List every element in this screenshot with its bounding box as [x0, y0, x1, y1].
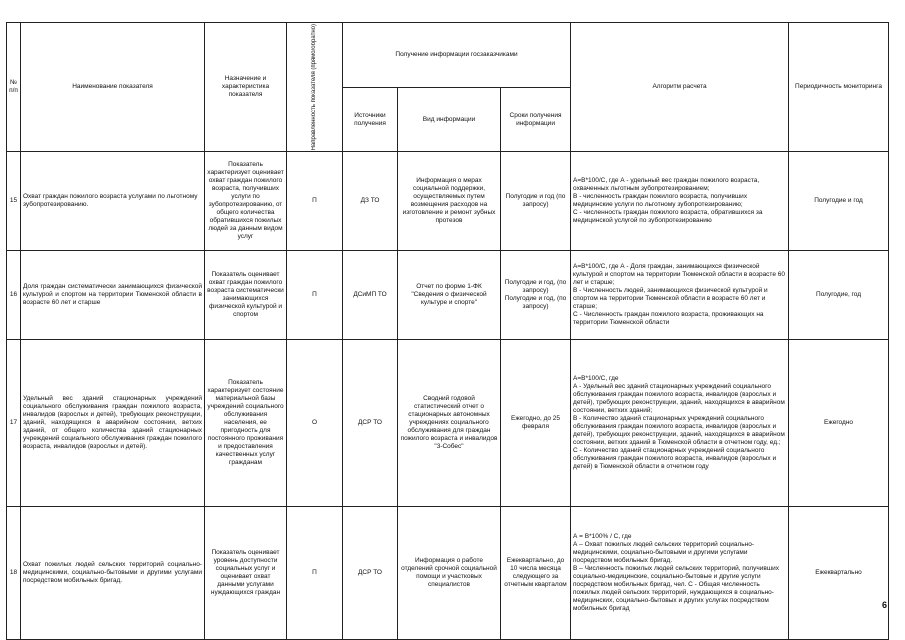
header-name: Наименование показателя: [21, 23, 205, 152]
row-purpose: Показатель оценивает охват граждан пожилого возраста систематически занимающихся физической культурой и спортом: [205, 251, 287, 340]
row-info-type: Информация о работе отделений срочной социальной помощи и участковых специалистов: [398, 507, 501, 640]
row-algorithm: А=В*100/С, где А - Удельный вес зданий стационарных учреждений социального обслуживания граждан пожилого возраста, инвалидов (взрослых и детей), требующих реконструкции, зданий, находящихся в аварийном состоянии, ветхих зданий; В - Количество зданий стационарных учреждений социального обслуживания граждан пожилого возраста, инвалидов (взрослых и детей), требующих реконструкции, зданий, находящихся в аварийном состоянии, ветхих зданий в Тюменской области в отчетном году, ед.; С - Количество зданий стационарных учреждений социального обслуживания граждан пожилого возраста, инвалидов (взрослых и детей) в Тюменской области в отчетном году: [571, 340, 789, 507]
header-sources: Источники получения: [343, 87, 398, 152]
row-info-type: Сводний годовой статистический отчет о стационарных автономных учреждениях социального обслуживания для граждан пожилого возраста и инвалидов "3-Собес": [398, 340, 501, 507]
row-direction: О: [287, 340, 343, 507]
table-row: [7, 251, 889, 340]
row-purpose: Показатель характеризует состояние материальной базы учреждений социального обслуживания населения, ее пригодность для постоянного проживания и предоставления качественных услуг гражданам: [205, 340, 287, 507]
row-purpose: Показатель оценивает уровень доступности социальных услуг и оценивает охват данными услугами нуждающихся граждан: [205, 507, 287, 640]
row-name: Доля граждан систематически занимающихся физической культурой и спортом на территории Тюменской области в возрасте 60 лет и старше: [21, 251, 205, 340]
table-row: [7, 507, 889, 640]
row-name: Удельный вес зданий стационарных учреждений социального обслуживания граждан пожилого возраста, инвалидов (взрослых и детей), требующих реконструкции, зданий, находящихся в аварийном состоянии, ветхих зданий, от общего количества зданий стационарных учреждений социального обслуживания граждан пожилого возраста, инвалидов (взрослых и детей).: [21, 340, 205, 507]
row-periodicity: Ежегодно: [789, 340, 889, 507]
row-source: ДЗ ТО: [343, 152, 398, 251]
row-name: Охват граждан пожилого возраста услугами по льготному зубопротезированию.: [21, 152, 205, 251]
header-direction-text: Направленность показателя (прямо/обратно): [311, 24, 317, 151]
table-row: [7, 340, 889, 507]
row-deadline: Полугодие и год (по запросу): [501, 152, 571, 251]
header-algorithm: Алгоритм расчета: [571, 23, 789, 152]
header-row: [7, 23, 889, 88]
row-num: 17: [7, 340, 21, 507]
row-num: 16: [7, 251, 21, 340]
row-name: Охват пожилых людей сельских территорий социально-медицинскими, социально-бытовыми и другими услугами посредством мобильных бригад.: [21, 507, 205, 640]
header-direction: [287, 23, 343, 152]
header-group: Получение информации госзаказчиками: [343, 23, 571, 88]
row-direction: П: [287, 251, 343, 340]
row-deadline: Ежегодно, до 25 февраля: [501, 340, 571, 507]
page-number: 6: [881, 600, 887, 610]
row-direction: П: [287, 507, 343, 640]
row-purpose: Показатель характеризует оценивает охват граждан пожилого возраста, получивших услуги по зубопротезированию, от общего количества обратившихся пожилых людей за данным видом услуг: [205, 152, 287, 251]
row-deadline: Полугодие и год, (по запросу) Полугодие и год, (по запросу): [501, 251, 571, 340]
header-periodicity: Периодичность мониторинга: [789, 23, 889, 152]
row-algorithm: А = В*100% / С, где А – Охват пожилых людей сельских территорий социально-медицинскими, социально-бытовыми и другими услугами посредством мобильных бригад. В – Численность пожилых людей сельских территорий, получивших социально-медицинские, социально-бытовые и другие услуги посредством мобильных бригад, чел. С - Общая численность пожилых людей сельских территорий, нуждающихся в социально-медицинских, социально-бытовых и других услугах посредством мобильных бригад: [571, 507, 789, 640]
row-info-type: Отчет по форме 1-ФК "Сведения о физической культуре и спорте": [398, 251, 501, 340]
header-purpose: Назначение и характеристика показателя: [205, 23, 287, 152]
row-info-type: Информация о мерах социальной поддержки, осуществляемых путем возмещения расходов на изготовление и ремонт зубных протезов: [398, 152, 501, 251]
row-algorithm: А=В*100/С, где А - удельный вес граждан пожилого возраста, охваченных льготным зубопротезированием; В - численность граждан пожилого возраста, получивших медицинские услуги по льготному зубопротезированию; С - численность граждан пожилого возраста, обратившихся за медицинской услугой по зубопротезированию: [571, 152, 789, 251]
row-periodicity: Полугодие, год: [789, 251, 889, 340]
row-source: ДСР ТО: [343, 340, 398, 507]
indicators-table: [6, 22, 889, 640]
table-row: [7, 152, 889, 251]
row-num: 15: [7, 152, 21, 251]
row-num: 18: [7, 507, 21, 640]
header-info-type: Вид информации: [398, 87, 501, 152]
header-deadline: Сроки получения информации: [501, 87, 571, 152]
row-algorithm: А=В*100/С, где А - Доля граждан, занимающихся физической культурой и спортом на территории Тюменской области в возрасте 60 лет и старше; В - Численность людей, занимающихся физической культурой и спортом на территории Тюменской области в возрасте 60 лет и старше; С - Численность граждан пожилого возраста, проживающих на территории Тюменской области: [571, 251, 789, 340]
row-periodicity: Ежеквартально: [789, 507, 889, 640]
row-source: ДСР ТО: [343, 507, 398, 640]
row-deadline: Ежеквартально, до 10 числа месяца следующего за отчетным кварталом: [501, 507, 571, 640]
row-source: ДСиМП ТО: [343, 251, 398, 340]
row-periodicity: Полугодие и год: [789, 152, 889, 251]
row-direction: П: [287, 152, 343, 251]
header-num: № п/п: [7, 23, 21, 152]
